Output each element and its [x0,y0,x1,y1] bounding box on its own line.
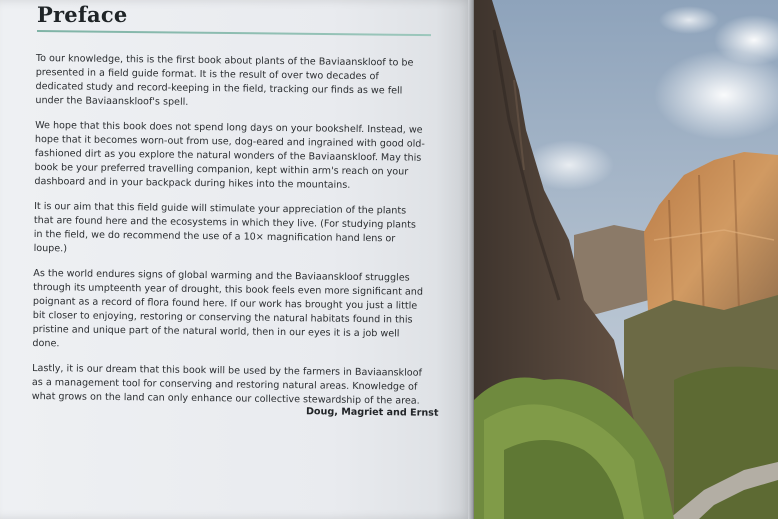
page-title: Preface [37,2,128,27]
paragraph-3: It is our aim that this field guide will stimulate your appreciation of the plants that are found here and the ecosystems in which they live. (For studying plants in the field, we do recommend the use of a 10× magnification hand lens or loupe.) [33,200,416,255]
right-page-photo [474,0,778,519]
paragraph-1: To our knowledge, this is the first book about plants of the Baviaanskloof to be presented in a field guide format. It is the result of over two decades of dedicated study and record-keeping in the field, tracking our finds as we fell under the Baviaanskloof's spell. [35,52,414,108]
paragraph-4: As the world endures signs of global warming and the Baviaanskloof struggles through its umpteenth year of drought, this book feels even more significant and poignant as a record of flora found here. If our work has brought you just a little bit closer to enjoying, restoring or conserving the natural habitats found in this pristine and unique part of the natural world, then in our eyes it is a job well done. [32,267,424,350]
gorge-photo [474,0,778,519]
preface-body [32,52,428,420]
signature: Doug, Magriet and Ernst [305,406,439,419]
paragraph-5: Lastly, it is our dream that this book will be used by the farmers in Baviaanskloof as a management tool for conserving and restoring natural areas. Knowledge of what grows on the land can only enhance our collective stewardship of the area. [31,362,422,407]
title-underline [37,30,431,36]
paragraph-2: We hope that this book does not spend long days on your bookshelf. Instead, we hope that it becomes worn-out from use, dog-eared and ingrained with good old-fashioned dirt as you explore the natural wonders of the Baviaanskloof. May this book be your preferred travelling companion, kept within arm's reach on your dashboard and in your backpack during hikes into the mountains. [34,119,425,191]
cloud [659,6,719,34]
